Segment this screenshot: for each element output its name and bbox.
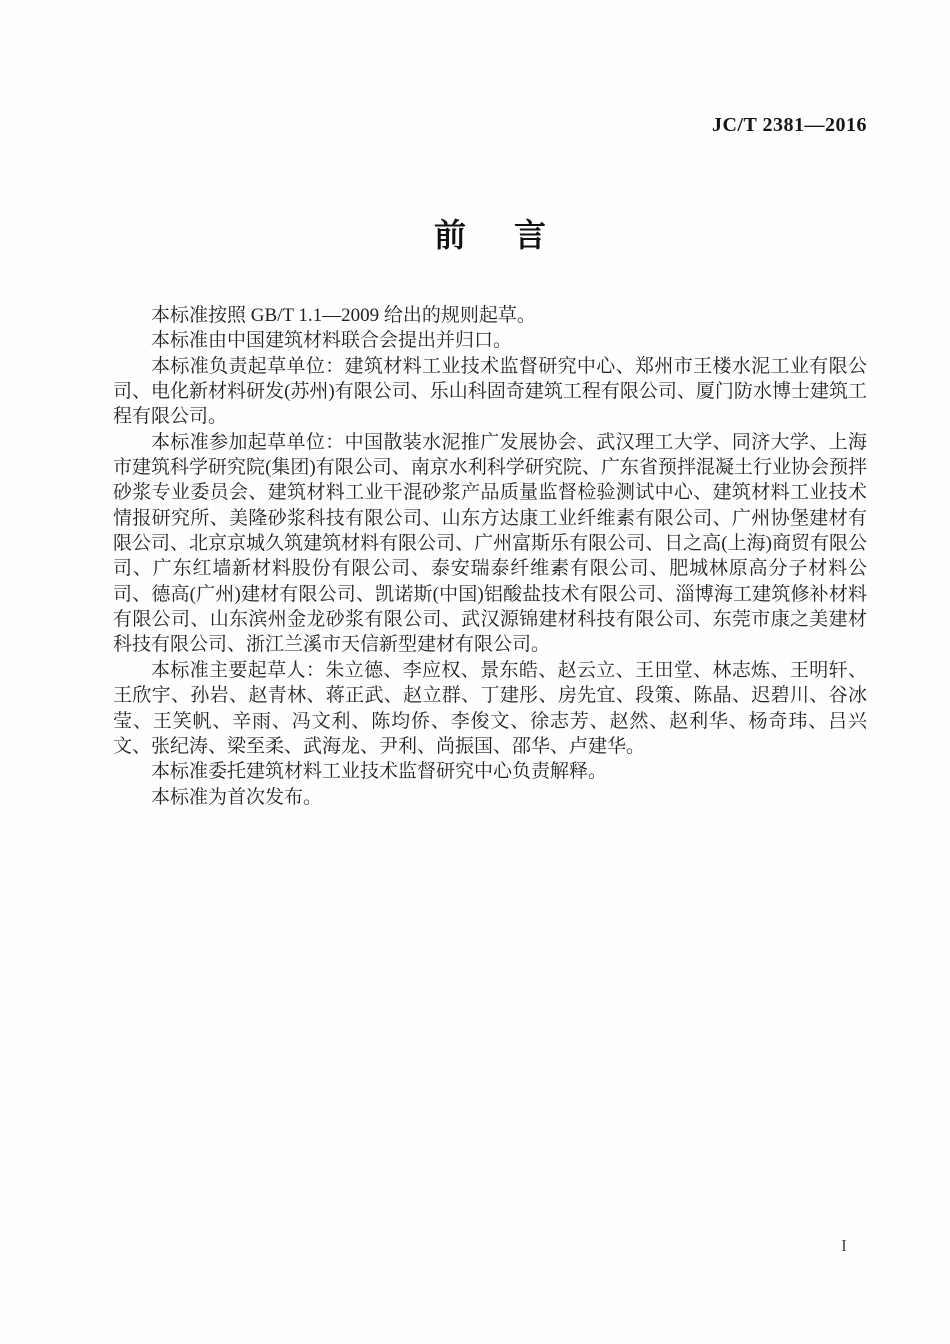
foreword-paragraph-main-drafters: 本标准主要起草人：朱立德、李应权、景东皓、赵云立、王田堂、林志炼、王明轩、王欣宇、孙岩、赵青林、蒋正武、赵立群、丁建彤、房先宜、段策、陈晶、迟碧川、谷冰莹、王笑帆、辛雨、冯文利、陈均侨、李俊文、徐志芳、赵然、赵利华、杨奇玮、吕兴文、张纪涛、梁至柔、武海龙、尹利、尚振国、邵华、卢建华。 <box>113 659 867 757</box>
foreword-paragraph-drafting-rules: 本标准按照 GB/T 1.1—2009 给出的规则起草。 <box>151 305 536 326</box>
page-number: I <box>841 1236 847 1255</box>
page-title: 前 言 <box>433 217 554 253</box>
page-header <box>113 114 867 137</box>
foreword-paragraph-responsible-units: 本标准负责起草单位：建筑材料工业技术监督研究中心、郑州市王楼水泥工业有限公司、电化新材料研发(苏州)有限公司、乐山科固奇建筑工程有限公司、厦门防水博士建筑工程有限公司。 <box>113 355 867 428</box>
foreword-paragraph-proposed-by: 本标准由中国建筑材料联合会提出并归口。 <box>151 330 513 352</box>
foreword-paragraph-first-issue: 本标准为首次发布。 <box>151 786 323 808</box>
foreword-paragraph-participating-units: 本标准参加起草单位：中国散装水泥推广发展协会、武汉理工大学、同济大学、上海市建筑科学研究院(集团)有限公司、南京水利科学研究院、广东省预拌混凝土行业协会预拌砂浆专业委员会、建筑材料工业干混砂浆产品质量监督检验测试中心、建筑材料工业技术情报研究所、美隆砂浆科技有限公司、山东方达康工业纤维素有限公司、广州协堡建材有限公司、北京京城久筑建筑材料有限公司、广州富斯乐有限公司、日之高(上海)商贸有限公司、广东红墙新材料股份有限公司、泰安瑞泰纤维素有限公司、肥城林原高分子材料公司、德高(广州)建材有限公司、凯诺斯(中国)铝酸盐技术有限公司、淄博海工建筑修补材料有限公司、山东滨州金龙砂浆有限公司、武汉源锦建材科技有限公司、东莞市康之美建材科技有限公司、浙江兰溪市天信新型建材有限公司。 <box>113 431 867 656</box>
standard-code: JC/T 2381—2016 <box>712 114 867 136</box>
foreword-content <box>113 303 867 810</box>
foreword-paragraph-interpretation: 本标准委托建筑材料工业技术监督研究中心负责解释。 <box>151 761 608 783</box>
